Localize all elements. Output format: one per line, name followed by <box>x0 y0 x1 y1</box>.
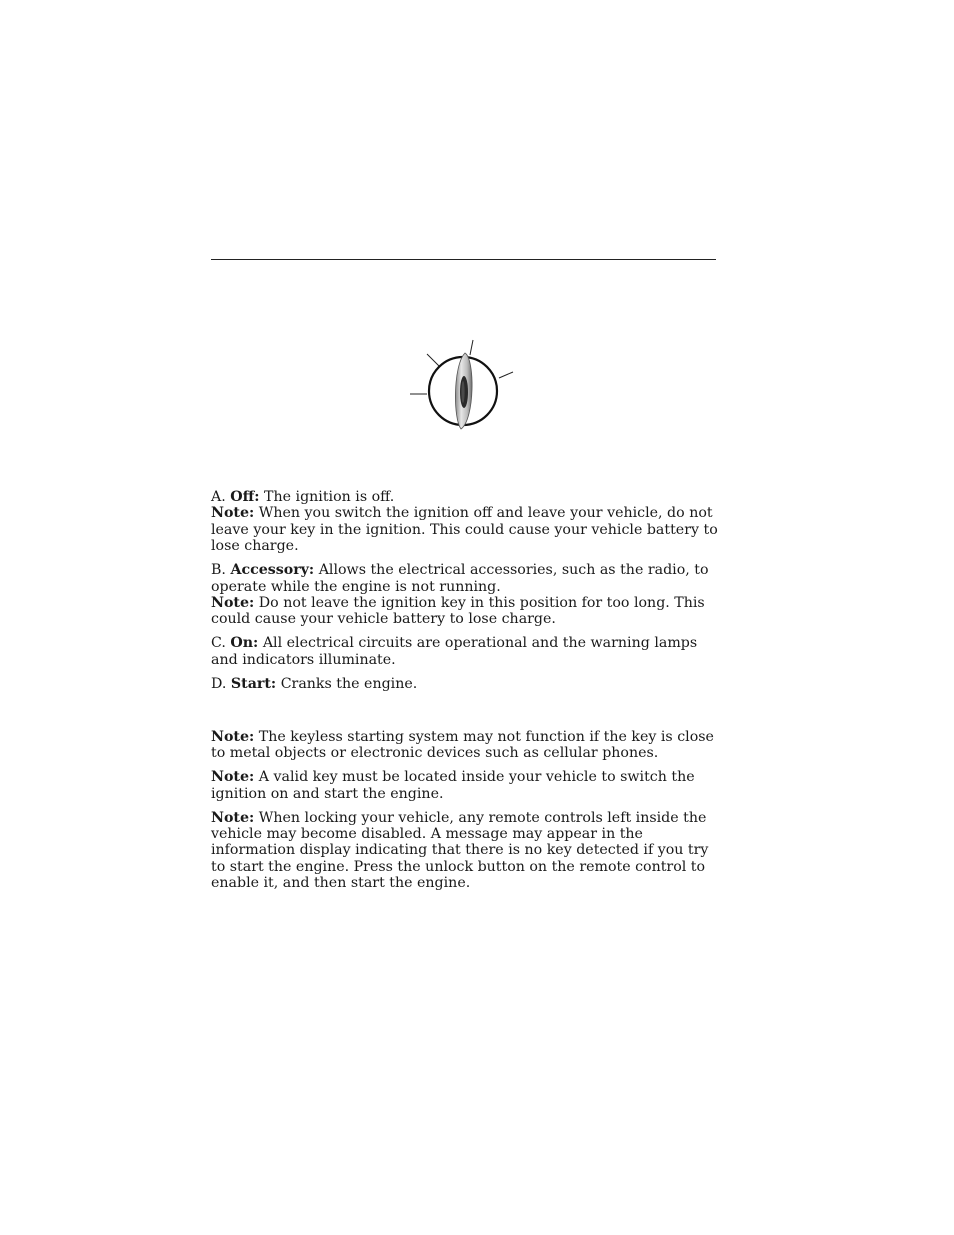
position-a: A. Off: The ignition is off. <box>211 489 395 505</box>
keyless-note-2: Note: A valid key must be located inside your vehicle to switch the ignition on and start the engine. <box>211 769 695 802</box>
keyless-note-3: Note: When locking your vehicle, any remote controls left inside the vehicle may become disabled. A message may appear in the information display indicating that there is no key detected if you try to start the engine. Press the unlock button on the remote control to enable it, and then start the engine. <box>211 809 709 892</box>
position-b-note: Note: Do not leave the ignition key in this position for too long. This could cause your vehicle battery to lose charge. <box>211 594 705 628</box>
position-c-pointer <box>470 340 473 355</box>
position-c: C. On: All electrical circuits are operational and the warning lamps and indicators illuminate. <box>211 635 698 668</box>
position-b: B. Accessory: Allows the electrical accessories, such as the radio, to operate while the engine is not running. <box>211 562 709 595</box>
keyless-note-1: Note: The keyless starting system may not function if the key is close to metal objects or electronic devices such as cellular phones. <box>211 728 714 762</box>
position-d-pointer <box>499 372 513 378</box>
position-b-pointer <box>427 354 439 366</box>
ignition-switch-illustration <box>405 335 525 435</box>
header-rule <box>211 259 716 260</box>
position-d: D. Start: Cranks the engine. <box>211 675 418 692</box>
position-a-note: Note: When you switch the ignition off and leave your vehicle, do not leave your key in the ignition. This could cause your vehicle battery to lose charge. <box>211 505 718 555</box>
ignition-positions-text <box>211 489 721 892</box>
